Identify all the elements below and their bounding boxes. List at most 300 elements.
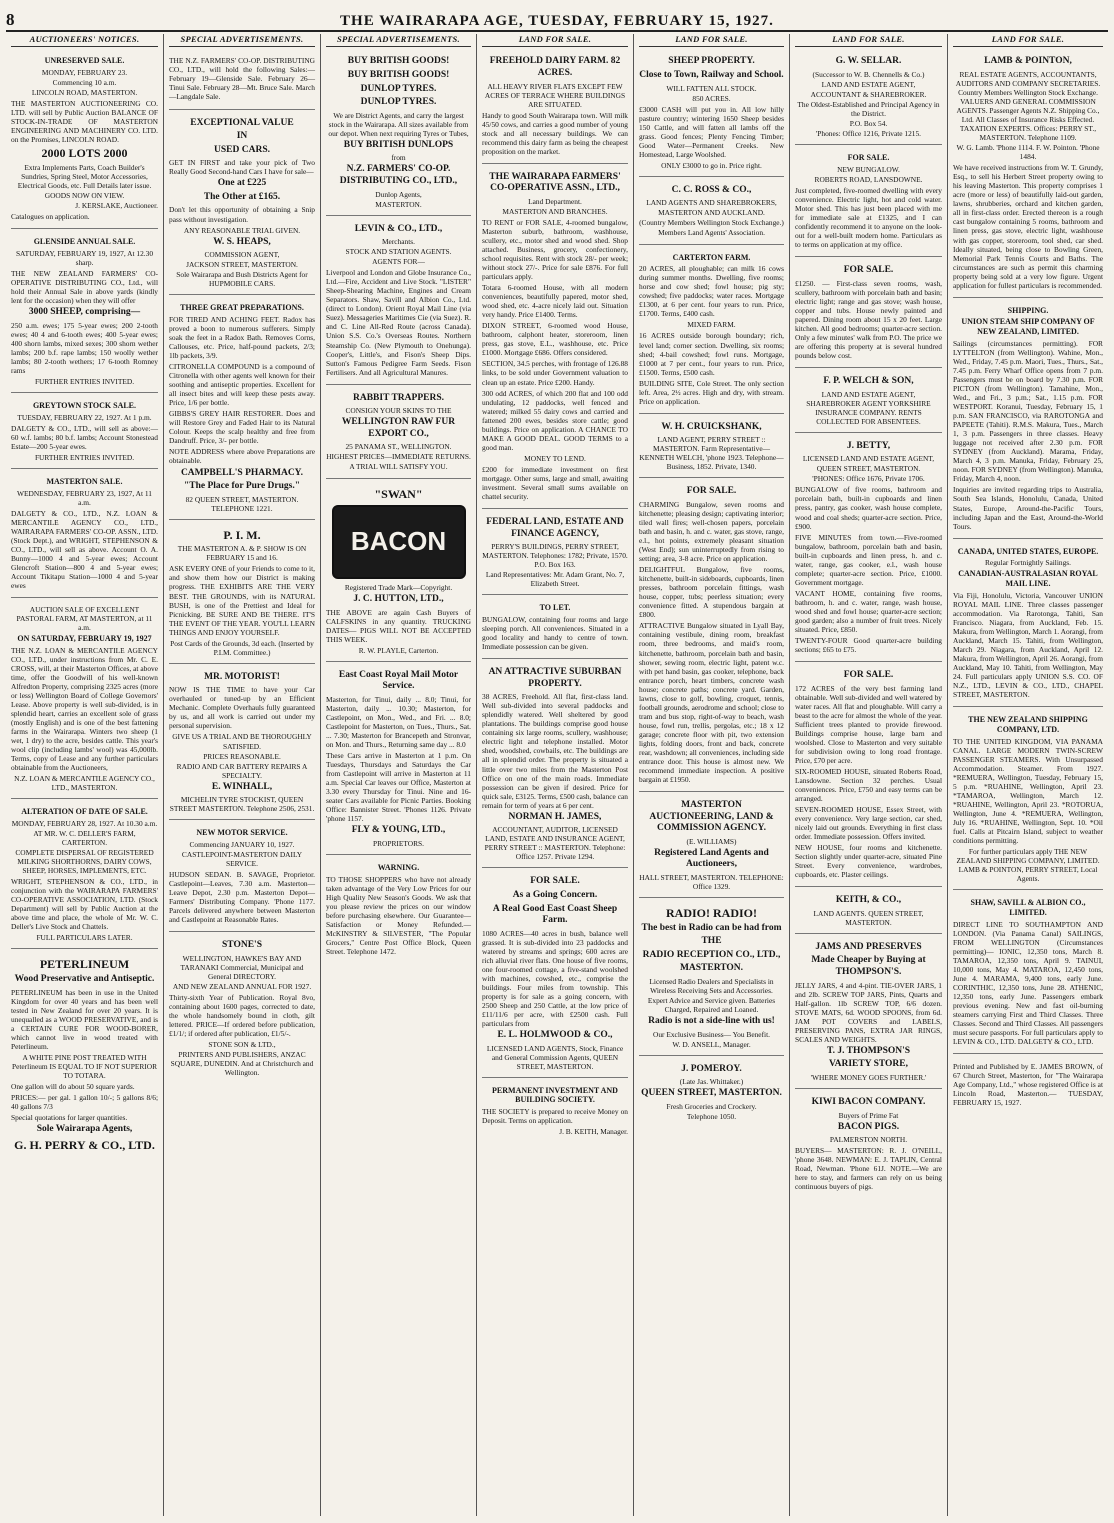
ad-heading: Made Cheaper by Buying at THOMPSON'S. <box>811 955 926 978</box>
ad-heading: "The Place for Pure Drugs." <box>184 481 300 492</box>
ad-text: J. KERSLAKE, Auctioneer. <box>75 201 158 211</box>
ad-heading: NORMAN H. JAMES, <box>508 811 602 822</box>
ad-heading: THE WAIRARAPA FARMERS' CO-OPERATIVE ASSN., LTD., <box>489 171 621 194</box>
ad-text: NEW HOUSE, four rooms and kitchenette. Section slightly under quarter-acre, situated Pine Street. Every convenience, wardrobes, cupboards, etc. Plaster ceilings. <box>795 843 942 880</box>
advertisement <box>953 542 1103 708</box>
advertisement <box>795 148 942 257</box>
advertisement <box>326 482 471 662</box>
ad-text: P.O. Box 54. <box>849 119 888 129</box>
advertisement <box>326 858 471 963</box>
ad-text: PETERLINEUM has been in use in the United Kingdom for over 40 years and has been well tested in New Zealand for over 20 years. It is unequalled as a WOOD PRESERVATIVE, and is a CERTAIN CURE FOR WOOD-BORER, which cannot live in wood treated with Peterlineum. <box>11 987 158 1051</box>
ad-text: MASTERTON AND BRANCHES. <box>502 206 608 216</box>
advertisement <box>639 481 784 792</box>
ad-text: We are District Agents, and carry the largest stock in the Wairarapa. All sizes available from our depot. When next requiring Tyres or Tubes, <box>328 110 469 138</box>
ad-text: LAND AND ESTATE AGENT, <box>821 79 916 89</box>
ad-heading: PETERLINEUM <box>39 957 130 972</box>
advertisement <box>639 1059 784 1127</box>
ad-text: Our Exclusive Business— You Benefit. <box>652 1029 770 1039</box>
advertisement <box>953 301 1103 539</box>
ad-heading: Sole Wairarapa Agents, <box>36 1124 133 1135</box>
column-header: SPECIAL ADVERTISEMENTS. <box>326 34 471 47</box>
ad-text: 'Phones: Office 1216, Private 1215. <box>815 129 922 139</box>
ad-heading: DUNLOP TYRES. <box>360 83 437 94</box>
ad-text: THE N.Z. FARMERS' CO-OP. DISTRIBUTING CO., LTD., will hold the following Sales:— February 19—Glenside Sale. February 26—Tinui Sale. February 28—Mt. Bruce Sale. March—Langdale Sale. <box>169 56 315 102</box>
ad-heading: THE <box>701 936 722 947</box>
ad-text: PALMERSTON NORTH. <box>829 1135 908 1145</box>
column-header: LAND FOR SALE. <box>795 34 942 47</box>
advertisement <box>795 937 942 1089</box>
advertisement <box>795 890 942 934</box>
ad-heading: PERMANENT INVESTMENT AND BUILDING SOCIETY. <box>492 1085 618 1105</box>
advertisement <box>11 51 158 229</box>
ad-heading: MASTERTON. <box>679 963 744 974</box>
ad-text: CONSIGN YOUR SKINS TO THE <box>345 406 452 416</box>
ad-heading: One at £225 <box>217 178 267 189</box>
ad-text: WEDNESDAY, FEBRUARY 23, 1927, At 11 a.m. <box>17 488 152 507</box>
ad-text: 'WHERE MONEY GOES FURTHER.' <box>810 1072 927 1082</box>
ad-text: MONEY TO LEND. <box>524 453 586 463</box>
ad-heading: BUY BRITISH GOODS! <box>347 69 450 80</box>
ad-text: Dunlop Agents, <box>375 189 422 199</box>
ad-text: SIX-ROOMED HOUSE, situated Roberts Road, Lansdowne. Section 32 perches. Usual conveniences. Price, £750 and easy terms can be arranged. <box>795 766 942 803</box>
ad-text: PRICES:— per gal. 1 gallon 10/-; 5 gallons 8/6; 40 gallons 7/3 <box>11 1092 158 1111</box>
ad-heading: E. WINHALL, <box>211 781 273 792</box>
ad-text: CHARMING Bungalow, seven rooms and kitchenette; pleasing design; captivating interior; tiled wall fires; well-chosen papers, porcelain bath and basin, h. and c. water, gas stove, range, e.l., hot points, extremely pleasant situation (West End); sun uninterruptedly from rising to setting; area, 3-8 acre. Price on application. <box>639 500 784 564</box>
advertisement <box>795 260 942 368</box>
ad-heading: FLY & YOUNG, LTD., <box>351 825 446 836</box>
ad-heading: FOR SALE. <box>530 876 580 887</box>
ad-text: Registered Trade Mark—Copyright. <box>344 583 453 593</box>
ad-heading: CARTERTON FARM. <box>672 252 751 262</box>
ad-text: THE NEW ZEALAND FARMERS' CO-OPERATIVE DISTRIBUTING CO., Ltd., will hold their Annual Sale in above yards (kindly lent for the occasion) when they will offer <box>11 268 158 306</box>
column-6 <box>790 34 948 1516</box>
advertisement <box>326 665 471 855</box>
ad-text: Members Land Agents' Association. <box>658 228 765 238</box>
ad-text: Via Fiji, Honolulu, Victoria, Vancouver UNION ROYAL MAIL LINE. Three classes passenger accommodation. Via Rarotonga, Tahiti, San Francisco. Niagara, from Auckland, Feb. 15. Makura, from Wellington, March 1. Aorangi, from Auckland, March 15. Tahiti, from Wellington, March 29. Niagara, from Auckland, April 12. Makura, from Wellington, April 26. Aorangi, from Auckland, May 10. Tahiti, from Wellington, May 24. Full particulars apply UNION S.S. CO. OF N.Z., LTD., LEVIN & CO., LTD., CHAPEL STREET, MASTERTON. <box>953 590 1103 700</box>
ad-text: from <box>391 153 406 163</box>
ad-heading: KIWI BACON COMPANY. <box>811 1097 926 1107</box>
ad-text: Licensed Radio Dealers and Specialists in Wireless Receiving Sets and Accessories. <box>649 976 774 995</box>
ad-text: Sole Wairarapa and Bush Districts Agent for HUPMOBILE CARS. <box>176 270 308 289</box>
advertisement <box>953 893 1103 1054</box>
advertisement <box>169 523 315 664</box>
ad-text: Handy to good South Wairarapa town. Will milk 45/50 cows, and carries a good number of young stock and all necessary buildings. We can recommend this dairy farm as being the cheapest proposition on the market. <box>482 110 628 156</box>
ad-text: 250 a.m. ewes; 175 5-year ewes; 200 2-tooth ewes; 40 4 and 6-tooth ewes; 400 5-year ewes; 400 shorn lambs, mixed sexes; 300 shorn wether lambs; 200 b.f. rape lambs; 150 woolly wether lambs; 80 2-tooth wethers; 17 6-tooth Romney rams <box>11 320 158 375</box>
ad-heading: FOR SALE. <box>847 153 890 163</box>
ad-text: Telephone 1050. <box>686 1111 737 1121</box>
ad-text: 38 ACRES, Freehold. All flat, first-class land. Well sub-divided into several paddocks and splendidly watered. Well sheltered by good plantations. The buildings comprise good house containing six large rooms, scullery, washhouse; electric light and telephone installed. Motor shed, woodshed, cowbails, etc. The buildings are all in splendid order. The property is situated a little over two miles from the Masterton Post Office on one of the main roads. Immediate possession can be given if desired. Price for quick sale, £3125. Terms, £500 cash, balance can remain for term of years at 6 per cent. <box>482 692 628 810</box>
ad-heading: W. S. HEAPS, <box>213 236 271 247</box>
ad-text: 300 odd ACRES, of which 200 flat and 100 odd undulating, 12 paddocks, well fenced and watered; milked 55 dairy cows and carried and fattened 200 ewes, besides store cattle; good buildings. Price on application. A CHANCE TO MAKE A GOOD DEAL. GOOD TERMS to a good man. <box>482 388 628 452</box>
ad-text: PRINTERS AND PUBLISHERS, ANZAC SQUARE, DUNEDIN. And at Christchurch and Wellington. <box>170 1050 314 1078</box>
ad-heading: UNION STEAM SHIP COMPANY OF NEW ZEALAND, LIMITED. <box>961 317 1095 337</box>
ad-text: (Successor to W. B. Chennells & Co.) <box>812 69 925 79</box>
ad-text: BUILDING SITE, Cole Street. The only section left. Area, 2½ acres. High and dry, with stream. Price on application. <box>639 378 784 406</box>
ad-heading: STONE'S <box>222 940 262 951</box>
advertisement <box>11 601 158 799</box>
ad-text: Commencing 10 a.m. <box>52 78 117 88</box>
ad-text: ACCOUNTANT, AUDITOR, LICENSED LAND, ESTATE AND INSURANCE AGENT, PERRY STREET :: MASTERTON. Telephone: Office 1257. Private 1294. <box>484 825 626 862</box>
advertisement <box>11 232 158 393</box>
ad-text: THE MASTERTON AUCTIONEERING CO. LTD. will sell by Public Auction BALANCE OF STOCK-IN-TRADE OF MASTERTON ENGINEERING AND MACHINERY CO. LTD. on the Promises, LINCOLN ROAD. <box>11 99 158 145</box>
ad-text: HUDSON SEDAN. B. SAVAGE, Proprietor. Castlepoint—Leaves, 7.30 a.m. Masterton—Leave Depot, 2.30 p.m. Masterton Depot—Farmers' Distributing Company. 'Phone 1177. Parcels delivered anywhere between Masterton and Castlepoint at Reasonable Rates. <box>169 870 315 925</box>
ad-text: STOCK AND STATION AGENTS. <box>345 247 452 257</box>
ad-text: 'PHONES: Office 1676, Private 1706. <box>812 474 925 484</box>
advertisement <box>482 51 628 163</box>
ad-heading: "SWAN" <box>374 486 423 501</box>
ad-heading: VARIETY STORE, <box>828 1059 909 1070</box>
ad-text: DELIGHTFUL Bungalow, five rooms, kitchenette, built-in sideboards, cupboards, linen presses, bathroom porcelain fittings, wash house, copper, tubs; peerless situation; every convenience fitted. A stupendous bargain at £800. <box>639 565 784 620</box>
ad-text: MASTERTON. <box>375 199 422 209</box>
ad-heading: MR. MOTORIST! <box>204 671 280 682</box>
advertisement <box>169 667 315 821</box>
advertisement <box>169 113 315 296</box>
ad-text: VACANT HOME, containing five rooms, bathroom, h. and c. water, range, wash house, wood shed and fowl house; quarter-acre section; good garden; also a number of fruit trees. Nicely situated. Price, £850. <box>795 588 942 634</box>
ad-text: NOW IS THE TIME to have your Car overhauled or tuned-up by an Efficient Mechanic. Complete Overhauls fully guaranteed by us, and all work is carried out under my personal supervision. <box>169 685 315 731</box>
ad-text: JACKSON STREET, MASTERTON. <box>186 260 298 270</box>
ad-text: ROBERTS ROAD, LANSDOWNE. <box>814 174 923 184</box>
column-header: AUCTIONEERS' NOTICES. <box>11 34 158 47</box>
ad-text: Inquiries are invited regarding trips to Australia, South Sea Islands, Honolulu, Canada, United States, Europe, Around-the-Pacific Tours, including Japan and the East, Around-the-World Tours. <box>953 485 1103 531</box>
ad-heading: 2000 LOTS 2000 <box>41 146 128 161</box>
advertisement <box>169 935 315 1083</box>
ad-text: A WHITE PINE POST TREATED WITH Peterlineum IS EQUAL TO IF NOT SUPERIOR TO TOTARA. <box>11 1052 158 1080</box>
ad-text: WRIGHT, STEPHENSON & CO., LTD., in conjunction with the WAIRARAPA FARMERS' CO-OPERATIVE ASSOCIATION, LTD. (Stock Department) will sell by Public Auction at the above time and place, the whole of Mr. W. C. Deller's Live Stock and Chattels. <box>11 877 158 932</box>
ad-heading: E. L. HOLMWOOD & CO., <box>497 1030 613 1041</box>
ad-heading: KEITH, & CO., <box>835 895 902 906</box>
ad-text: AT MR. W. C. DELLER'S FARM, CARTERTON. <box>33 829 136 848</box>
ad-text: AND NEW ZEALAND ANNUAL FOR 1927. <box>172 981 312 991</box>
ad-heading: 3000 SHEEP, comprising— <box>28 307 141 318</box>
advertisement <box>795 436 942 662</box>
ad-heading: SHEEP PROPERTY. <box>668 56 755 67</box>
ad-heading: The best in Radio can be had from <box>641 922 782 933</box>
ad-heading: IN <box>236 131 248 142</box>
advertisement <box>795 1092 942 1198</box>
ad-text: FOR TIRED AND ACHING FEET. Radox has proved a boon to numerous sufferers. Simply soak the feet in a Radox Bath. Removes Corns, Callouses, etc. Price, half-pound packets, 2/3; 1lb packets, 3/9. <box>169 315 315 361</box>
ad-heading: GLENSIDE ANNUAL SALE. <box>33 237 136 247</box>
ad-text: STONE SON & LTD., <box>208 1040 276 1050</box>
column-header: LAND FOR SALE. <box>482 34 628 47</box>
advertisement <box>11 396 158 469</box>
ad-text: One gallon will do about 50 square yards. <box>11 1081 135 1091</box>
ad-text: Land Department. <box>528 196 582 206</box>
ad-text: DIRECT LINE TO SOUTHAMPTON AND LONDON. (Via Panama Canal) SAILINGS, FROM WELLINGTON (Circumstances permitting)— IONIC, 12,350 tons, March 8. TAMAROA, 12,350 tons, April 9. TAINUI, 10,000 tons, May 4. MATAROA, 12,450 tons, June 4. MARAMA, 9,400 tons, early June. CORINTHIC, 12,350 tons, June 28. ATHENIC, 12,350 tons, early June. Passengers embark previous evening. New and fast oil-burning steamers carrying First and Third Classes. Three Classes. Second and Third Classes. All passengers must secure passports. For full particulars apply to LEVIN & CO., LTD. DALGETY & CO., LTD. <box>953 919 1103 1047</box>
ad-text: JELLY JARS, 4 and 4-pint. TIE-OVER JARS, 1 and 2lb. SCREW TOP JARS, Pints, Quarts and Half-gallon. 1lb SCREW TOP, 6/6 dozen. STOVE MATS, 6d. WOOD SPOONS, from 6d. JAM POT COVERS and LABELS, PRESERVING PANS, EXTRA JAR RINGS, SCALES AND WEIGHTS. <box>795 980 942 1044</box>
ad-text: (E. WILLIAMS) <box>686 836 737 846</box>
ad-text: BUNGALOW, containing four rooms and large sleeping porch. All conveniences. Situated in a good locality and handy to centre of town. Immediate possession can be given. <box>482 614 628 652</box>
ad-text: FULL PARTICULARS LATER. <box>36 933 133 943</box>
advertisement <box>639 417 784 479</box>
ad-heading: As a Going Concern. <box>512 889 598 900</box>
ad-text: 20 ACRES, all ploughable; can milk 16 cows during summer months. Dwelling, five rooms; horse and cow shed; fowl house; pig sty; cowshed; five paddocks; water races. Mortgage £1300, at 6 per cent. four years to run. Price, £1700. Terms, £400 cash. <box>639 264 784 319</box>
ad-heading: MASTERTON SALE. <box>46 476 123 486</box>
ad-heading: C. C. ROSS & CO., <box>671 184 752 195</box>
ad-heading: BUY BRITISH GOODS! <box>347 56 450 67</box>
ad-text: MONDAY, FEBRUARY 28, 1927. At 10.30 a.m. <box>11 819 158 828</box>
advertisement <box>326 219 471 385</box>
ad-heading: THREE GREAT PREPARATIONS. <box>180 303 304 313</box>
ad-text: £1250. — First-class seven rooms, wash, scullery, bathroom with porcelain bath and basin; electric light; range and gas stove; wash house, copper and tubs. House newly painted and papered. Dining room about 15 x 20 feet. Large kitchen. All good bedrooms; quarter-acre section. Only a few minutes' walk from P.O. The price we are offering this property at is several hundred pounds below cost. <box>795 278 942 361</box>
advertisement <box>326 51 471 215</box>
column-7 <box>948 34 1108 1516</box>
ad-text: The Oldest-Established and Principal Agency in the District. <box>797 100 940 119</box>
ad-text: FURTHER ENTRIES INVITED. <box>34 452 135 462</box>
ad-heading: LAMB & POINTON, <box>984 56 1072 67</box>
ad-heading: THE NEW ZEALAND SHIPPING COMPANY, LTD. <box>968 715 1088 734</box>
ad-text: W. G. Lamb. 'Phone 1114. F. W. Pointon. 'Phone 1484. <box>956 143 1100 162</box>
ad-heading: East Coast Royal Mail Motor Service. <box>338 669 459 692</box>
advertisement <box>169 823 315 932</box>
ad-text: WELLINGTON, HAWKE'S BAY AND TARANAKI Commercial, Municipal and General DIRECTORY. <box>180 953 304 981</box>
ad-text: Land Representatives: Mr. Adam Grant, No. 7, Elizabeth Street. <box>485 570 625 589</box>
advertisement <box>169 51 315 109</box>
ad-text: ATTRACTIVE Bungalow situated in Lyall Bay, containing vestibule, dining room, breakfast room, three bedrooms, and maid's room, kitchenette, bathroom, porcelain bath and basin, shower, sewing room, electric light, patent w.c. with pet hand basin, gas cooker, telephone, back entrance porch, heart timbers, concrete wash house; concrete paths; concrete yard. Garden, lawns, close to golf, bowling, croquet, tennis, football grounds, aerodrome and school; close to tram and bus stop, right-of-way to beach, wash house, fowl run, trellis, pergolas, etc.; 18 x 12 garage; concrete floor with pit, two extension lights, folding doors, front and back, concrete rear, washdown; all conveniences, including side entrance door. This house is almost new. We recommend immediate inspection. A positive bargain at £1950. <box>639 621 784 784</box>
ad-text: HIGHEST PRICES—IMMEDIATE RETURNS. <box>326 452 471 462</box>
ad-heading: FOR SALE. <box>843 669 894 680</box>
ad-heading: ON SATURDAY, FEBRUARY 19, 1927 <box>17 634 152 643</box>
ad-heading: WELLINGTON RAW FUR EXPORT CO., <box>341 417 456 439</box>
ad-heading: CANADA, UNITED STATES, EUROPE. <box>957 546 1099 556</box>
ad-text: QUEEN STREET, MASTERTON. <box>816 464 921 474</box>
ad-text: Extra Implements Parts, Coach Builder's Sundries, Spring Steel, Motor Accessories, Electrical Goods, etc. Full Details later issue. <box>17 162 152 191</box>
ad-text: THE N.Z. LOAN & MERCANTILE AGENCY CO., LTD., under instructions from Mr. C. E. CROSS, will, at their Masterton Offices, at above time, offer the Goodwill of his well-known Alfredton Property, comprising 2325 acres (more or less) Wellington Board of College Governors' Lease. Above property is well sub-divided, is in splendid heart, carries an excellent sole of grass (mostly English) and is one of the best fattening farms in the Wairarapa. Winters two sheep (1 wet, 1 dry) to the acre, besides cattle. This year's wool clip (including lambs' wool) was 45,000lb. Terms, copy of Lease and any further particulars obtainable from the Auctioneers, <box>11 645 158 773</box>
ad-text: SECTION, 34.5 perches, with frontage of 126.88 links, to be sold under Government valuation to clean up an estate. Price £200. Handy. <box>482 359 628 387</box>
ad-text: CITRONELLA COMPOUND is a compound of Citronella with other agents well known for their soothing and antiseptic properties. Excellent for all insect bites and will keep these pests away. Price, 1/6 per bottle. <box>169 362 315 408</box>
ad-text: DALGETY & CO., LTD., N.Z. LOAN & MERCANTILE AGENCY CO., LTD., WAIRARAPA FARMERS' CO-OP. ASSN., LTD. (Stock Dept.), and WRIGHT, STEPHENSON & CO., LTD., will sell as above. Account O. A. Bunny—1000 4 and 5-year ewes; Account Glencroft Station—800 4 and 5-year ewes; Account Tikitapu Station—1000 4 and 5-year ewes <box>11 508 158 590</box>
advertisement <box>953 710 1103 890</box>
newspaper-title: THE WAIRARAPA AGE, TUESDAY, FEBRUARY 15, 1927. <box>340 13 774 29</box>
page-number: 8 <box>6 10 15 29</box>
ad-heading: FEDERAL LAND, ESTATE AND FINANCE AGENCY, <box>486 516 624 539</box>
ad-text: BUYERS— MASTERTON: R. J. O'NEILL, 'phone 3648. NEWMAN: E. J. TAPLIN, Central Road, Newman. 'Phone 61J. NOTE.—We are here to stay, and farmers can rely on us being continuous buyers of pigs. <box>795 1146 942 1192</box>
ad-text: Masterton, for Tinui, daily ... 8.0; Tinui, for Masterton, daily ... 10.30; Masterton, for Castlepoint, on Mon., Wed., and Fri. ... 8.0; Castlepoint for Masterton, on Tues., Thurs., Sat. ... 7.30; Masterton for Brancepeth and Stronvar, on Mon. and Thurs., Returning same day ... 8.0 <box>326 695 471 750</box>
ad-text: 25 PANAMA ST., WELLINGTON. <box>345 442 452 452</box>
ad-text: 82 QUEEN STREET, MASTERTON. TELEPHONE 1221. <box>185 494 299 513</box>
ad-heading: J. C. HUTTON, LTD., <box>353 594 444 605</box>
ad-text: THE SOCIETY is prepared to receive Money on Deposit. Terms on application. <box>482 1107 628 1126</box>
ad-text: N.Z. LOAN & MERCANTILE AGENCY CO., LTD., MASTERTON. <box>14 774 155 793</box>
ad-heading: G. H. PERRY & CO., LTD. <box>14 1137 155 1152</box>
ad-text: Thirty-sixth Year of Publication. Royal 8vo, containing about 1600 pages, corrected to date, the whole handsomely bound in cloth, gilt lettered. PRICE—If ordered before publication, £1/1/; if ordered after publication, £1/5/-. <box>169 993 315 1039</box>
ad-text: Don't let this opportunity of obtaining a Snip pass without investigation. <box>169 205 315 224</box>
ad-heading: T. J. THOMPSON'S <box>826 1045 911 1056</box>
column-header: LAND FOR SALE. <box>953 34 1103 47</box>
advertisement <box>482 598 628 659</box>
column-1 <box>6 34 164 1516</box>
column-header: SPECIAL ADVERTISEMENTS. <box>169 34 315 47</box>
ad-heading: P. I. M. <box>223 527 261 542</box>
ad-heading: F. P. WELCH & SON, <box>823 376 914 387</box>
advertisement <box>639 248 784 414</box>
ad-heading: USED CARS. <box>214 144 270 155</box>
ad-heading: FOR SALE. <box>843 265 894 276</box>
ad-heading: FOR SALE. <box>686 486 737 497</box>
ad-text: (Late Jas. Whittaker.) <box>679 1077 744 1087</box>
ad-text: Just completed, five-roomed dwelling with every convenience. Electric light, hot and cold water. Motor shed. This has just been placed with me for immediate sale at £1325, and I can confidently recommend it to anyone on the look-out for a well-built modern home. Particulars as to terms on application at my office. <box>795 185 942 250</box>
ad-text: Regular Fortnightly Sailings. <box>984 558 1072 568</box>
ad-heading: CAMPBELL'S PHARMACY. <box>180 467 304 478</box>
ad-text: PERRY'S BUILDINGS, PERRY STREET, MASTERTON. Telephones: 1782; Private, 1570. P.O. Box 163. <box>482 542 628 570</box>
advertisement <box>953 1057 1103 1114</box>
ad-text: (Country Members Wellington Stock Exchange.) <box>639 218 784 228</box>
ad-heading: FREEHOLD DAIRY FARM. 82 ACRES. <box>489 56 621 78</box>
advertisement <box>639 180 784 245</box>
column-3 <box>321 34 477 1516</box>
ad-text: ALL HEAVY RIVER FLATS EXCEPT FEW ACRES OF TERRACE WHERE BUILDINGS ARE SITUATED. <box>484 81 626 109</box>
ad-heading: Close to Town, Railway and School. <box>639 69 784 80</box>
ad-text: Commencing JANUARY 10, 1927. <box>189 840 295 850</box>
ad-text: PROPRIETORS. <box>373 839 424 849</box>
ad-text: LAND AND ESTATE AGENT, SHAREBROKER AGENT YORKSHIRE INSURANCE COMPANY. RENTS COLLECTED FOR ABSENTEES. <box>806 389 931 426</box>
ad-text: Catalogues on application. <box>11 212 90 222</box>
ad-text: LINCOLN ROAD, MASTERTON. <box>31 88 138 98</box>
column-2 <box>164 34 321 1516</box>
ad-text: Sailings (circumstances permitting). FOR LYTTELTON (from Wellington). Wahine, Mon., Wed., Friday, 7.45 p.m. Maori, Tues., Thurs., Sat., 7.45 p.m. Ferry Wharf Office opens from 7 p.m. Passengers must be on board by 7.30 p.m. FOR PICTON (from Wellington). Tamahine, Mon., Wed., and Fri., 3 p.m.; Sat., 1.15 p.m. FOR WESTPORT. Koranui, Tuesday, February 15, 1 p.m. SAN FRANCISCO, via RAROTONGA and PAPEETE (Tahiti). R.M.S. Makura, Tues., March 1, 3 p.m. Passengers in three classes. Heavy luggage not received after 2.30 p.m. FOR SYDNEY (from Auckland). Marama, Friday, March 4, 3 p.m. Manuka, Friday, February 25, noon. FOR SYDNEY (from Wellington). Manuka, Friday, March 4, noon. <box>953 338 1103 484</box>
ad-text: TUESDAY, FEBRUARY 22, 1927. At 1 p.m. <box>17 412 152 422</box>
ad-text: TO RENT or FOR SALE, 4-roomed bungalow, Masterton suburb, bathroom, washhouse, scullery, etc., motor shed and wood shed. Shop attached. Business, grocery, confectionery, school requisites. Rent with stock 28/- per week; without stock 27/-. Price for sale £876. For full particulars apply. <box>482 217 628 282</box>
advertisement <box>326 388 471 479</box>
ad-text: Merchants. <box>381 237 416 247</box>
ad-text: These Cars arrive in Masterton at 1 p.m. On Tuesdays, Thursdays and Saturdays the Car from Castlepoint will arrive in Masterton at 11 a.m. Special Car leaves our Office, Masterton at 3.30 every Thursday for Tinui. Nine and 16-seater Cars available for Picnic Parties. Booking Office: Bannister Street. 'Phones 1126. Private 'phone 1157. <box>326 751 471 824</box>
column-header: LAND FOR SALE. <box>639 34 784 47</box>
advertisement <box>482 871 628 1077</box>
ad-text: GET IN FIRST and take your pick of Two Really Good Second-hand Cars I have for sale— <box>169 158 315 177</box>
ad-text: NEW BUNGALOW. <box>837 164 900 174</box>
ad-heading: NEW MOTOR SERVICE. <box>196 828 288 838</box>
advertisement <box>11 952 158 1159</box>
ad-text: TWENTY-FOUR Good quarter-acre building sections; £65 to £75. <box>795 635 942 654</box>
ad-text: CASTLEPOINT-MASTERTON DAILY SERVICE. <box>181 850 303 869</box>
swan-bacon-logo: BACON <box>332 505 466 579</box>
ad-heading: GREYTOWN STOCK SALE. <box>32 400 137 410</box>
ad-heading: Wood Preservative and Antiseptic. <box>14 974 155 985</box>
ad-heading: TO LET. <box>539 603 571 613</box>
ad-text: THE MASTERTON A. & P. SHOW IS ON FEBRUARY 15 and 16. <box>177 544 307 563</box>
ad-text: AGENTS FOR— <box>372 257 425 267</box>
advertisement <box>482 512 628 595</box>
ad-text: Expert Advice and Service given. Batteries Charged, Repaired and Loaned. <box>647 995 776 1014</box>
ad-text: LAND AGENTS AND SHAREBROKERS, <box>646 198 777 208</box>
ad-heading: N.Z. FARMERS' CO-OP. DISTRIBUTING CO., LTD., <box>339 164 458 186</box>
ad-heading: BUY BRITISH DUNLOPS <box>343 139 454 150</box>
ad-heading: W. H. CRUICKSHANK, <box>661 421 762 432</box>
ad-text: HALL STREET, MASTERTON. TELEPHONE: Office 1329. <box>639 872 784 891</box>
ad-text: ACCOUNTANT & SHAREBROKER. <box>810 90 927 99</box>
ad-text: MIXED FARM. <box>687 320 736 330</box>
ad-heading: RADIO RECEPTION CO., LTD., <box>642 949 781 960</box>
ad-text: REAL ESTATE AGENTS, ACCOUNTANTS, AUDITORS AND COMPANY SECRETARIES. Country Members Wellington Stock Exchange. VALUERS AND GENERAL COMMISSION AGENTS. Passenger Agents N.Z. Shipping Co., Ltd. All Classes of Insurance Risks Effected. TAXATION EXPERTS. Offices: PERRY ST., MASTERTON. Telephone 1109. <box>955 69 1101 143</box>
ad-heading: ALTERATION OF DATE OF SALE. <box>21 807 148 817</box>
ad-text: AUCTION SALE OF EXCELLENT PASTORAL FARM, AT MASTERTON, at 11 a.m. <box>16 604 153 632</box>
advertisement <box>795 51 942 145</box>
ad-text: ANY REASONABLE TRIAL GIVEN. <box>183 225 301 235</box>
ad-heading: A Real Good East Coast Sheep Farm. <box>492 903 618 926</box>
ad-heading: Radio is not a side-line with us! <box>648 1016 775 1027</box>
column-4 <box>477 34 634 1516</box>
advertisement <box>482 1081 628 1143</box>
ad-heading: Registered Land Agents and Auctioneers, <box>654 847 769 870</box>
ad-text: 172 ACRES of the very best farming land obtainable. Well sub-divided and well watered by water races. All flat and ploughable. Will carry a beast to the acre for almost the whole of the year. Sufficient trees planted to provide firewood. Buildings comprise house, large barn and woolshed. Close to Masterton and very suitable for subdivision owing to long road frontage. Price, £70 per acre. <box>795 683 942 765</box>
advertisement <box>11 472 158 598</box>
ad-heading: J. BETTY, <box>846 440 891 451</box>
ad-heading: CANADIAN-AUSTRALASIAN ROYAL MAIL LINE. <box>958 569 1098 589</box>
advertisement <box>953 51 1103 297</box>
ad-text: 850 ACRES. <box>692 93 731 103</box>
ad-heading: J. POMEROY. <box>681 1063 742 1074</box>
ad-text: COMMISSION AGENT, <box>204 250 280 260</box>
ad-text: Liverpool and London and Globe Insurance Co., Ltd.—Fire, Accident and Live Stock. "LISTER" Sheep-Shearing Machine, Engines and Cream Separators. Shaw, Savill and Albion Co., Ltd. (direct to London). Orient Royal Mail Line (via Suez). Messageries Maritimes Cie (via Suez). R. and C. Line All-Red Route (across Canada). Union S.S. Co.'s Overseas Routes. Northern Steamship Co. (New Plymouth to Onehunga). Cooper's, Little's, and Fison's Sheep Dips. Sutton's Famous Pedigree Farm Seeds. Fison Fertilisers. And all Agricultural Manures. <box>326 268 471 377</box>
advertisement <box>639 795 784 898</box>
ad-heading: AN ATTRACTIVE SUBURBAN PROPERTY. <box>488 667 622 689</box>
ad-text: NOTE ADDRESS where above Preparations are obtainable. <box>169 447 315 466</box>
ad-heading: RADIO! RADIO! <box>666 905 757 920</box>
ad-text: Buyers of Prime Fat <box>838 1110 899 1120</box>
ad-text: Fresh Groceries and Crockery. <box>666 1101 757 1111</box>
ad-heading: JAMS AND PRESERVES <box>815 941 922 952</box>
ad-text: £3000 CASH will put you in. All low hilly pasture country; wintering 1650 Sheep besides 150 Cattle, and will fatten all lambs off the grass. Good fences; Plenty Fencing Timber; Good Water—Permanent Creeks. New Homestead, Large Woolshed. <box>639 104 784 159</box>
ad-text: BUNGALOW of five rooms, bathroom and porcelain bath, built-in cupboards and linen press, pantry, gas cooker, wash house complete, wood and coal sheds; quarter-acre section. Price, £900. <box>795 485 942 531</box>
advertisement <box>639 51 784 176</box>
ad-text: GIVE US A TRIAL AND BE THOROUGHLY SATISFIED. <box>172 732 312 751</box>
ad-heading: MASTERTON AUCTIONEERING, LAND & COMMISSION AGENCY. <box>649 799 774 834</box>
ad-heading: RABBIT TRAPPERS. <box>353 392 444 403</box>
ad-text: FIVE MINUTES from town.—Five-roomed bungalow, bathroom, porcelain bath and basin, built-in cupboards and linen press, h. and c. water, range, gas cooker, e.l., wash house complete; quarter-acre section. Price, £1000. Government mortgage. <box>795 532 942 587</box>
ad-text: TO THE UNITED KINGDOM, VIA PANAMA CANAL. LARGE MODERN TWIN-SCREW PASSENGER STEAMERS. With Unsurpassed Accommodation. Steamer. From 1927. *REMUERA, Wellington, Tuesday, February 15, 5 p.m. *RUAHINE, Wellington, April 23. *TAMAROA, Wellington, March 12. *RUAHINE, Wellington, April 23. *ROTORUA, Wellington, June 4. *REMUERA, Wellington, July 16. *RUAHINE, Wellington, Sept. 10. *Oil fuel. Calls at Pitcairn Island, subject to weather conditions permitting. <box>953 736 1103 846</box>
ad-text: MICHELIN TYRE STOCKIST, QUEEN STREET MASTERTON. Telephone 2506, 2531. <box>169 795 315 814</box>
ad-text: £200 for immediate investment on first mortgage. Other sums, large and small, awaiting investment. Several small sums available on chattel security. <box>482 464 628 501</box>
ad-text: ASK EVERY ONE of your Friends to come to it, and show them how our District is making progress. THE EXHIBITS ARE THE VERY BEST. THE GROUNDS, with its NATURAL BUSH, is one of the Prettiest and Ideal for Picnicking. BE SURE AND BE THERE. IT'S THE EVENT OF THE YEAR. YOU'LL LEARN THINGS AND ENJOY YOURSELF. <box>169 564 315 637</box>
ad-text: GOODS NOW ON VIEW. <box>44 191 125 201</box>
ad-text: COMPLETE DISPERSAL OF REGISTERED MILKING SHORTHORNS, DAIRY COWS, SHEEP, HORSES, IMPLEMENTS, ETC. <box>15 848 154 876</box>
ad-heading: G. W. SELLAR. <box>835 56 902 67</box>
ad-heading: BACON PIGS. <box>837 1121 900 1132</box>
ad-text: LICENSED LAND AGENTS, Stock, Finance and General Commission Agents, QUEEN STREET, MASTERTON. <box>486 1043 624 1071</box>
ad-text: Totara 6-roomed House, with all modern conveniences, beautifully papered, motor shed, wood shed, etc. 4-acre nicely laid out. Situation very handy. Price £1400. Terms. <box>482 283 628 320</box>
ad-text: TO THOSE SHOPPERS who have not already taken advantage of the Very Low Prices for our High Quality New Season's Goods. We ask that you please review the prices on our window before purchasing elsewhere. Our Guarantee—Satisfaction or Money Refunded.—McKINSTRY & SILVESTER, "The Popular Grocers," Centre Post Office Block, Queen Street. Telephone 1472. <box>326 874 471 957</box>
ad-text: DIXON STREET, 6-roomed wood House, bathroom, calphont heater, storeroom, linen press, gas stove, E.L., washhouse, etc. Price £1000. Mortgage £686. Offers considered. <box>482 321 628 358</box>
ad-text: 1080 ACRES—40 acres in bush, balance well grassed. It is sub-divided into 23 paddocks and watered by streams and springs; 600 acres are rich alluvial river flats. One house of five rooms, one four-roomed cottage, a five-stand woolshed with machines, cowshed, etc., comprise the buildings. Four miles from township. This property is for sale as a going concern, with 2500 Sheep and 250 Cattle, at the low price of £11/11/6 per acre, with £2500 cash. Full particulars from <box>482 928 628 1028</box>
advertisement <box>11 802 158 949</box>
ad-text: MASTERTON AND AUCKLAND. <box>658 208 765 218</box>
ad-heading: The Other at £165. <box>203 191 281 202</box>
ad-text: LAND AGENT, PERRY STREET :: MASTERTON. Farm Representative— KENNETH WELCH, 'phone 1923. Telephone— Business, 1852. Private, 1340. <box>639 435 784 472</box>
ad-text: For further particulars apply THE NEW ZEALAND SHIPPING COMPANY, LIMITED. LAMB & POINTON, PERRY STREET, Local Agents. <box>956 847 1100 884</box>
ad-text: We have received instructions from W. T. Grundy, Esq., to sell his Herbert Street property owing to his leaving Masterton. This property comprises 1 acre (more or less) of beautifully laid-out garden, lawns, shrubberies, orchard and kitchen garden, all in first-class order. Erected thereon is a rough cast bungalow containing 5 rooms, bathroom and linen press, gas stove, electric light, washhouse with gas copper, storeroom, tool shed, car shed. Ideally situated, being close to Bowling Green, Memorial Park Tennis Courts and Baths. The circumstances are such as permit this charming property being sold at a very low figure. Urgent application for fullest particulars is recommended. <box>953 163 1103 290</box>
masthead <box>6 4 1108 32</box>
ad-text: Special quotations for larger quantities. <box>11 1113 128 1123</box>
advertisement <box>795 665 942 887</box>
ad-heading: SHIPPING. <box>1007 305 1049 315</box>
ad-heading: DUNLOP TYRES. <box>360 97 437 108</box>
ad-text: RADIO AND CAR BATTERY REPAIRS A SPECIALTY. <box>176 761 308 780</box>
ad-text: ONLY £3000 to go in. Price right. <box>661 160 762 170</box>
ad-text: LICENSED LAND AND ESTATE AGENT, <box>802 454 935 464</box>
ad-text: GIBBS'S GREY HAIR RESTORER. Does and will Restore Grey and Faded Hair to its Natural Colour. Keeps the scalp healthy and free from Dandruff. Price, 3/- per bottle. <box>169 409 315 446</box>
ad-text: R. W. PLAYLE, Carterton. <box>358 645 439 655</box>
ad-text: THE ABOVE are again Cash Buyers of CALFSKINS in any quantity. TRUCKING DATES— PIGS WILL NOT BE ACCEPTED THIS WEEK. <box>326 607 471 644</box>
advertisement <box>639 901 784 1056</box>
column-5 <box>634 34 790 1516</box>
ad-text: DALGETY & CO., LTD., will sell as above:— 60 w.f. lambs; 80 b.f. lambs; Account Stonestead Estate—200 5-year ewes. <box>11 423 158 451</box>
advertisement <box>482 167 628 509</box>
ad-text: PRICES REASONABLE. <box>203 751 281 761</box>
ad-text: FURTHER ENTRIES INVITED. <box>34 376 135 386</box>
ad-text: LAND AGENTS. QUEEN STREET, MASTERTON. <box>813 908 924 927</box>
ad-text: Printed and Published by E. JAMES BROWN, of 67 Church Street, Masterton, for "The Wairarapa Age Company, Ltd.," whose registered Office is at Lincoln Road, Masterton.— TUESDAY, FEBRUARY 15, 1927. <box>953 1062 1103 1108</box>
advertisement <box>795 371 942 433</box>
ad-text: Post Cards of the Grounds, 3d each. (Inserted by P.I.M. Committee.) <box>170 638 314 657</box>
